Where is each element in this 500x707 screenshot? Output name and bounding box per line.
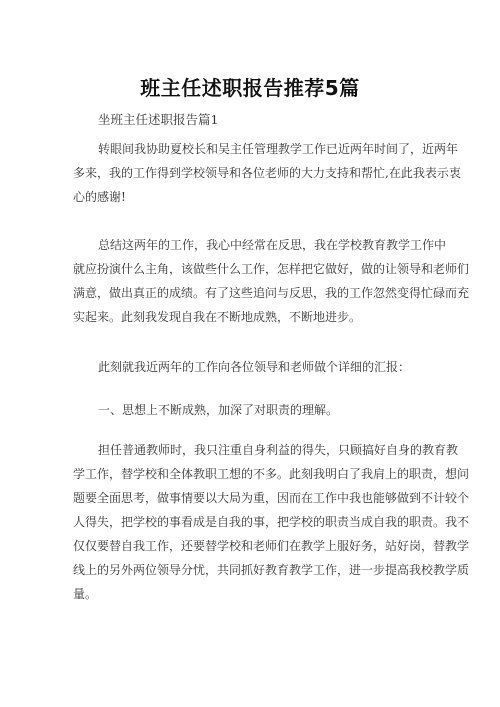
paragraph-3 bbox=[73, 355, 435, 379]
document-title: 班主任述职报告推荐5篇 bbox=[140, 76, 360, 100]
paragraph-line: 一、思想上不断成熟，加深了对职责的理解。 bbox=[98, 403, 339, 417]
paragraph-line: 就应扮演什么主角，该做些什么工作，怎样把它做好，做的让领导和老师们 bbox=[73, 262, 470, 276]
paragraph-line: 多来，我的工作得到学校领导和各位老师的大力支持和帮忙,在此我表示衷 bbox=[73, 166, 461, 180]
paragraph-1 bbox=[73, 137, 461, 209]
paragraph-5 bbox=[73, 438, 470, 606]
paragraph-line: 人得失，把学校的事看成是自我的事，把学校的职责当成自我的职责。我不 bbox=[73, 515, 470, 529]
paragraph-line: 线上的另外两位领导分忧，共同抓好教育教学工作，进一步提高我校教学质 bbox=[73, 563, 470, 577]
paragraph-line: 题要全面思考，做事情要以大局为重，因而在工作中我也能够做到不计较个 bbox=[73, 491, 470, 505]
paragraph-line: 心的感谢! bbox=[73, 190, 126, 204]
paragraph-line: 实起来。此刻我发现自我在不断地成熟，不断地进步。 bbox=[73, 310, 362, 324]
paragraph-line: 量。 bbox=[73, 587, 98, 601]
paragraph-line: 担任普通教师时，我只注重自身利益的得失，只顾搞好自身的教育教 bbox=[98, 443, 459, 457]
paragraph-line: 总结这两年的工作，我心中经常在反思，我在学校教育教学工作中 bbox=[98, 238, 447, 252]
paragraph-line: 转眼间我协助夏校长和吴主任管理教学工作已近两年时间了，近两年 bbox=[98, 142, 459, 156]
paragraph-4 bbox=[73, 398, 435, 422]
paragraph-2 bbox=[73, 233, 470, 329]
paragraph-line: 仅仅要替自我工作，还要替学校和老师们在教学上服好务，站好岗，替教学 bbox=[73, 539, 470, 553]
section-heading: 坐班主任述职报告篇1 bbox=[98, 112, 219, 127]
paragraph-line: 满意，做出真正的成绩。有了这些追问与反思，我的工作忽然变得忙碌而充 bbox=[73, 286, 470, 300]
paragraph-line: 学工作，替学校和全体教职工想的不多。此刻我明白了我肩上的职责，想问 bbox=[73, 467, 470, 481]
paragraph-line: 此刻就我近两年的工作向各位领导和老师做个详细的汇报： bbox=[98, 360, 411, 374]
